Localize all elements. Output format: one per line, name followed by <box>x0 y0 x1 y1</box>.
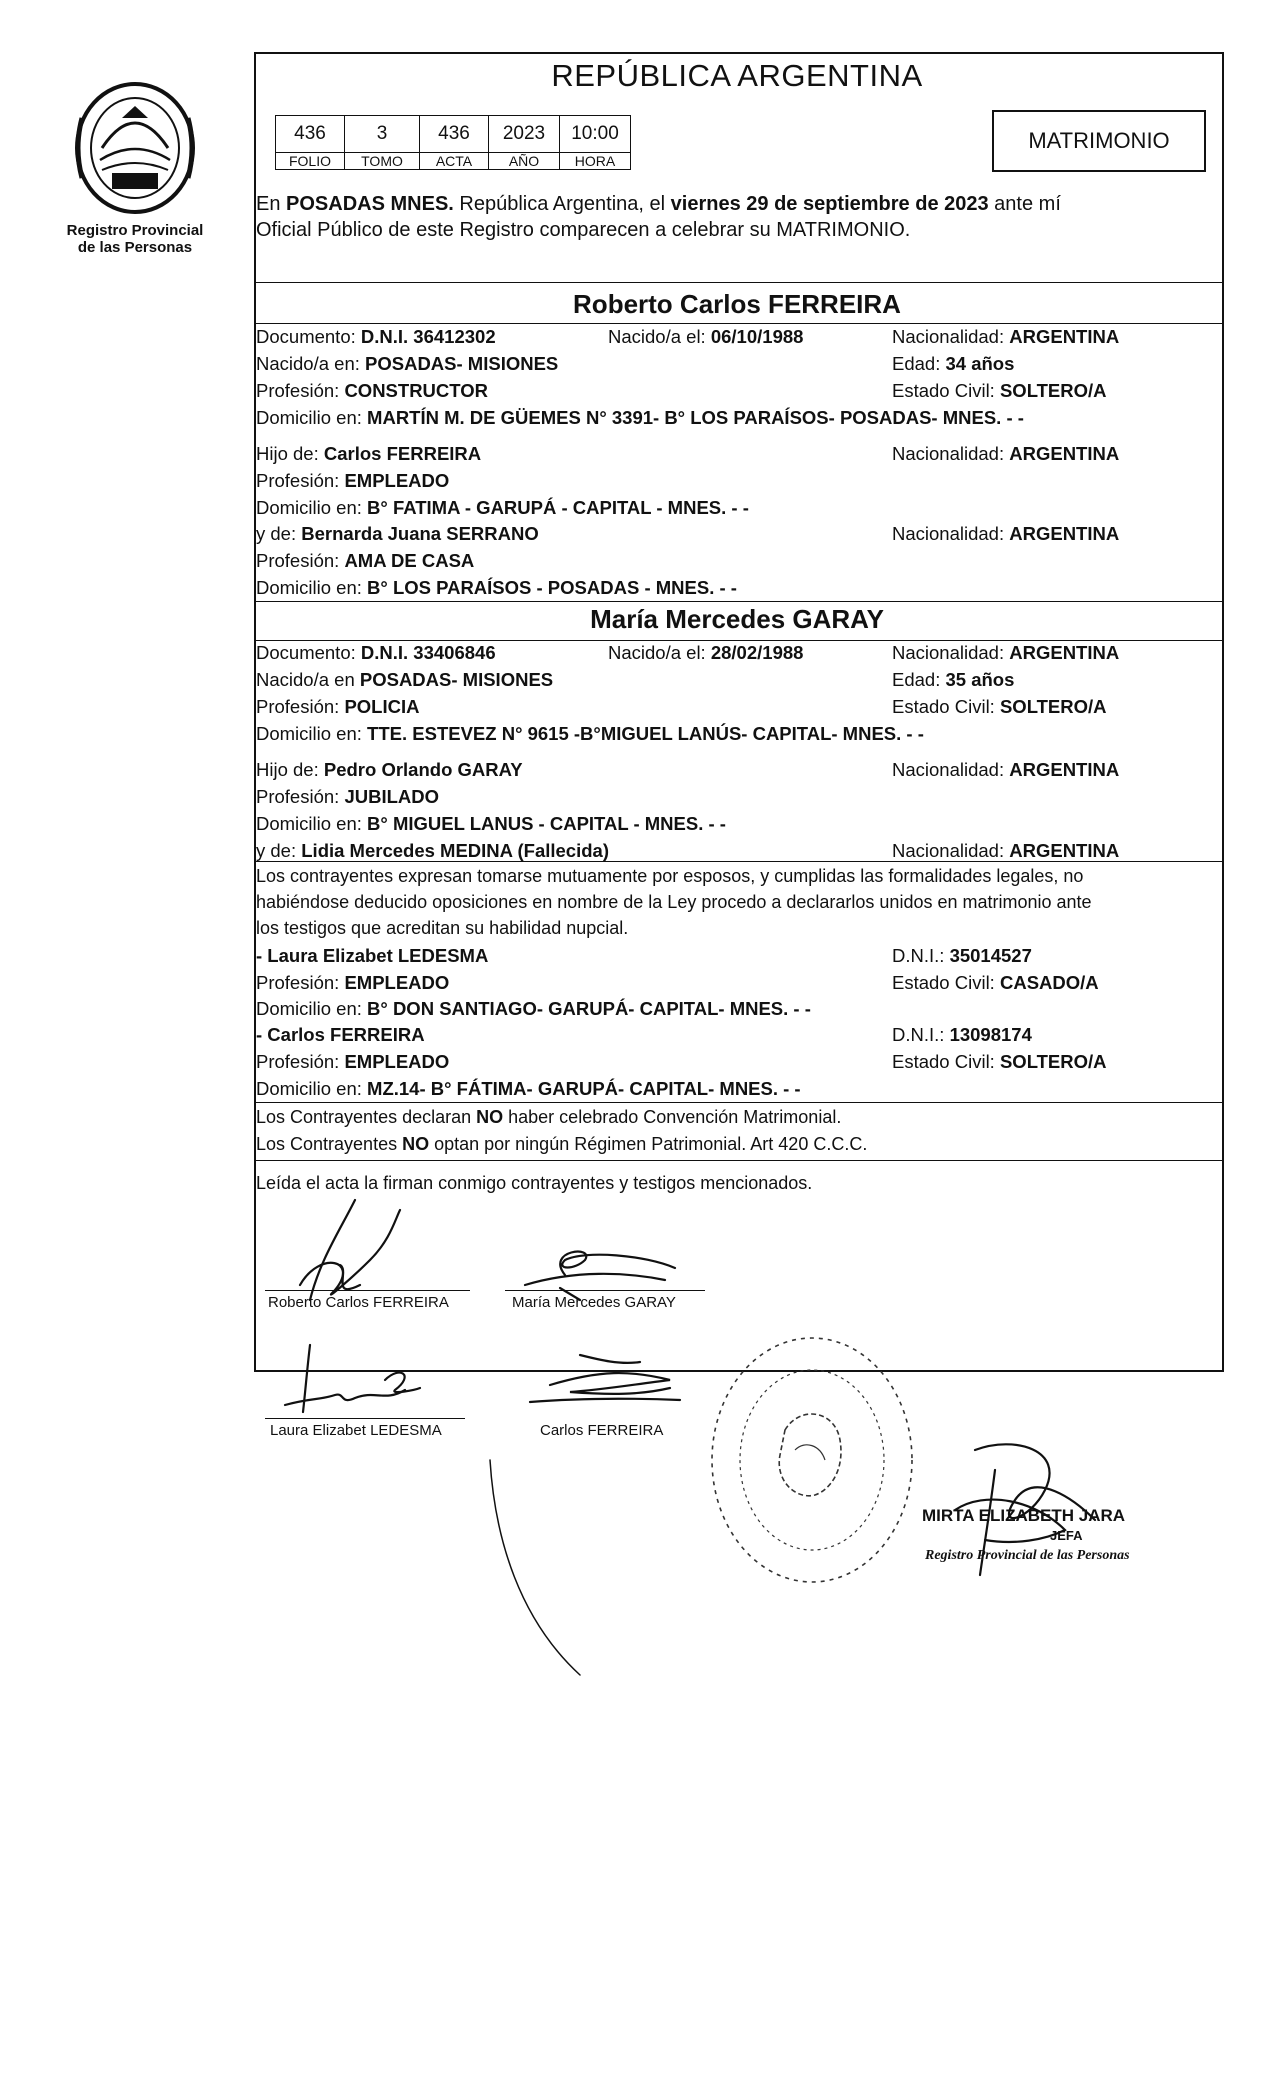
groom-mother-profession: Profesión: AMA DE CASA <box>256 550 475 571</box>
groom-father: Hijo de: Carlos FERREIRA <box>256 443 482 464</box>
place-of-celebration: POSADAS MNES. <box>286 193 454 215</box>
convention-statement: Los Contrayentes declaran NO haber celebrado Convención Matrimonial. <box>256 1107 842 1127</box>
acta-value: 436 <box>420 116 489 153</box>
bride-civil-status: Estado Civil: SOLTERO/A <box>892 696 1107 717</box>
divider <box>254 861 1222 862</box>
closing-statement: Leída el acta la firman conmigo contrayentes y testigos mencionados. <box>256 1173 813 1193</box>
folio-value: 436 <box>276 116 345 153</box>
year-value: 2023 <box>489 116 560 153</box>
groom-mother-nationality: Nacionalidad: ARGENTINA <box>892 523 1120 544</box>
bride-profession: Profesión: POLICIA <box>256 696 420 717</box>
logo-caption-line2: de las Personas <box>77 239 193 256</box>
witness-2-name: - Carlos FERREIRA <box>256 1024 425 1045</box>
divider <box>254 1160 1222 1161</box>
bride-address: Domicilio en: TTE. ESTEVEZ N° 9615 -B°MIGUEL LANÚS- CAPITAL- MNES. - - <box>256 723 924 744</box>
witness-2-civil-status: Estado Civil: SOLTERO/A <box>892 1051 1107 1072</box>
official-name: MIRTA ELIZABETH JARA <box>922 1506 1126 1525</box>
groom-father-profession: Profesión: EMPLEADO <box>256 470 450 491</box>
year-label: AÑO <box>489 153 560 170</box>
bride-signature-line <box>505 1290 705 1291</box>
divider <box>254 601 1222 602</box>
declaration-line-2: habiéndose deducido oposiciones en nombre de la Ley procedo a declararlos unidos en matrimonio ante <box>256 892 1092 912</box>
divider <box>254 282 1222 283</box>
groom-name: Roberto Carlos FERREIRA <box>573 289 901 319</box>
declaration-line-3: los testigos que acreditan su habilidad nupcial. <box>256 918 629 938</box>
bride-father-profession: Profesión: JUBILADO <box>256 786 439 807</box>
witness-1-dni: D.N.I.: 35014527 <box>892 945 1032 966</box>
bride-father: Hijo de: Pedro Orlando GARAY <box>256 759 523 780</box>
divider <box>254 1102 1222 1103</box>
hour-label: HORA <box>560 153 631 170</box>
folio-label: FOLIO <box>276 153 345 170</box>
bride-father-nationality: Nacionalidad: ARGENTINA <box>892 759 1120 780</box>
logo-caption <box>50 222 220 256</box>
witness-2-profession: Profesión: EMPLEADO <box>256 1051 450 1072</box>
witness-2-signature-name: Carlos FERREIRA <box>540 1422 664 1439</box>
groom-father-address: Domicilio en: B° FATIMA - GARUPÁ - CAPITAL - MNES. - - <box>256 497 749 518</box>
acta-label: ACTA <box>420 153 489 170</box>
witness-1-civil-status: Estado Civil: CASADO/A <box>892 972 1099 993</box>
intro-line-1: En POSADAS MNES. República Argentina, el viernes 29 de septiembre de 2023 ante mí <box>256 193 1061 215</box>
witness-1-profession: Profesión: EMPLEADO <box>256 972 450 993</box>
bride-age: Edad: 35 años <box>892 669 1015 690</box>
bride-name: María Mercedes GARAY <box>590 604 884 634</box>
bride-birthplace: Nacido/a en POSADAS- MISIONES <box>256 669 554 690</box>
witness-2-address: Domicilio en: MZ.14- B° FÁTIMA- GARUPÁ- CAPITAL- MNES. - - <box>256 1078 801 1099</box>
tomo-label: TOMO <box>345 153 420 170</box>
groom-document: Documento: D.N.I. 36412302 <box>256 326 496 347</box>
official-office: Registro Provincial de las Personas <box>925 1548 1130 1563</box>
ink-stroke-icon <box>480 1460 600 1680</box>
groom-signature-line <box>265 1290 470 1291</box>
groom-nationality: Nacionalidad: ARGENTINA <box>892 326 1120 347</box>
hour-value: 10:00 <box>560 116 631 153</box>
divider <box>254 323 1222 324</box>
document-title: REPÚBLICA ARGENTINA <box>551 58 923 93</box>
provincial-seal-icon <box>72 78 198 218</box>
registry-round-stamp-icon <box>705 1330 920 1590</box>
groom-mother-address: Domicilio en: B° LOS PARAÍSOS - POSADAS - MNES. - - <box>256 577 737 598</box>
witness-1-address: Domicilio en: B° DON SANTIAGO- GARUPÁ- CAPITAL- MNES. - - <box>256 998 811 1019</box>
bride-document: Documento: D.N.I. 33406846 <box>256 642 496 663</box>
tomo-value: 3 <box>345 116 420 153</box>
bride-birthdate: Nacido/a el: 28/02/1988 <box>608 642 804 663</box>
bride-mother-nationality: Nacionalidad: ARGENTINA <box>892 840 1120 861</box>
groom-address: Domicilio en: MARTÍN M. DE GÜEMES N° 3391- B° LOS PARAÍSOS- POSADAS- MNES. - - <box>256 407 1024 428</box>
groom-birthdate: Nacido/a el: 06/10/1988 <box>608 326 804 347</box>
date-of-celebration: viernes 29 de septiembre de 2023 <box>670 193 989 215</box>
registry-table <box>275 115 631 170</box>
groom-signature-name: Roberto Carlos FERREIRA <box>268 1294 449 1311</box>
witness-1-signature-icon <box>265 1340 445 1420</box>
groom-birthplace: Nacido/a en: POSADAS- MISIONES <box>256 353 559 374</box>
intro-line-2: Oficial Público de este Registro comparecen a celebrar su MATRIMONIO. <box>256 219 911 241</box>
witness-2-signature-icon <box>520 1340 700 1420</box>
declaration-line-1: Los contrayentes expresan tomarse mutuamente por esposos, y cumplidas las formalidades legales, no <box>256 866 1084 886</box>
logo-caption-line1: Registro Provincial <box>66 222 204 239</box>
groom-signature-icon <box>280 1190 440 1310</box>
patrimonial-regime-statement: Los Contrayentes NO optan por ningún Régimen Patrimonial. Art 420 C.C.C. <box>256 1134 868 1154</box>
bride-mother: y de: Lidia Mercedes MEDINA (Fallecida) <box>256 840 609 861</box>
groom-age: Edad: 34 años <box>892 353 1015 374</box>
act-type-box: MATRIMONIO <box>992 110 1206 172</box>
bride-father-address: Domicilio en: B° MIGUEL LANUS - CAPITAL - MNES. - - <box>256 813 726 834</box>
bride-signature-icon <box>505 1240 685 1300</box>
groom-father-nationality: Nacionalidad: ARGENTINA <box>892 443 1120 464</box>
divider <box>254 640 1222 641</box>
official-title: JEFA <box>1050 1528 1083 1543</box>
groom-profession: Profesión: CONSTRUCTOR <box>256 380 488 401</box>
witness-1-signature-line <box>265 1418 465 1419</box>
groom-civil-status: Estado Civil: SOLTERO/A <box>892 380 1107 401</box>
witness-1-name: - Laura Elizabet LEDESMA <box>256 945 489 966</box>
witness-2-dni: D.N.I.: 13098174 <box>892 1024 1032 1045</box>
bride-nationality: Nacionalidad: ARGENTINA <box>892 642 1120 663</box>
groom-mother: y de: Bernarda Juana SERRANO <box>256 523 539 544</box>
bride-signature-name: María Mercedes GARAY <box>512 1294 676 1311</box>
witness-1-signature-name: Laura Elizabet LEDESMA <box>270 1422 442 1439</box>
